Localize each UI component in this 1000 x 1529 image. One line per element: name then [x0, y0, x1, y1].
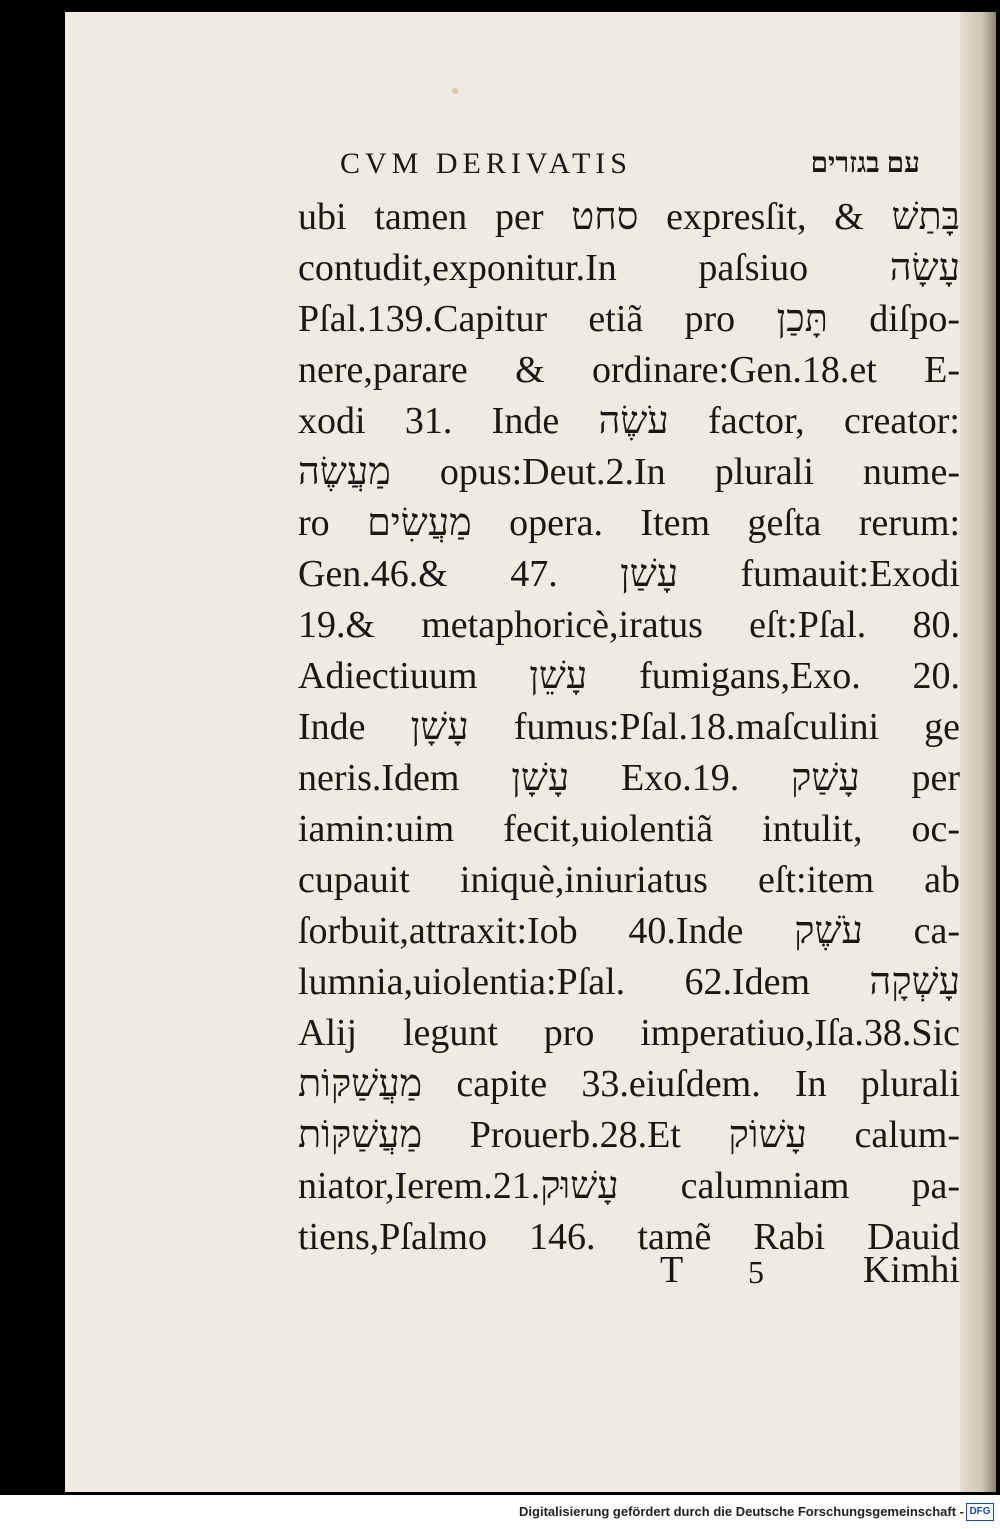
text-line: מַעֲשֶׂה opus:Deut.2.In plurali nume- [298, 451, 960, 493]
catchword: Kimhi [862, 1249, 960, 1291]
text-line: iamin:uim fecit,uiolentiã intulit, oc- [298, 808, 960, 850]
text-line: neris.Idem עָשָׁן Exo.19. עָשַׁק per [298, 757, 960, 799]
footer-credit: Digitalisierung gefördert durch die Deutsche Forschungsgemeinschaft - [519, 1504, 964, 1519]
signature-mark: T [660, 1249, 684, 1291]
running-head-latin: CVM DERIVATIS [340, 147, 632, 180]
paper-spot [452, 88, 458, 94]
dfg-logo: DFG [966, 1503, 994, 1521]
text-line: Inde עָשָׁן fumus:Pſal.18.maſculini ge [298, 706, 960, 748]
text-line: Gen.46.& 47. עָשַׁן fumauit:Exodi [298, 553, 960, 595]
text-line: ubi tamen per סחט expresſit, & בָּתַשׁ [298, 196, 960, 238]
page-edge [960, 12, 996, 1492]
catchword-line [660, 1248, 960, 1298]
text-line: xodi 31. Inde עֹשֶׂה factor, creator: [298, 400, 960, 442]
text-line: 19.& metaphoricè,iratus eſt:Pſal. 80. [298, 604, 960, 646]
body-text [298, 192, 960, 1263]
text-line: tiens,Pſalmo 146. tamẽ Rabi Dauid [298, 1216, 960, 1258]
text-line: מַעֲשַׁקּוֹת capite 33.eiuſdem. In plurali [298, 1063, 960, 1105]
running-head [340, 142, 920, 186]
text-line: niator,Ierem.21.עָשׁוּק calumniam pa- [298, 1165, 960, 1207]
text-line: Alij legunt pro imperatiuo,Iſa.38.Sic [298, 1012, 960, 1054]
text-line: nere,parare & ordinare:Gen.18.et E- [298, 349, 960, 391]
running-head-hebrew: עם בגזרים [810, 148, 920, 179]
text-line: ſorbuit,attraxit:Iob 40.Inde עֹשֶׁק ca- [298, 910, 960, 952]
text-line: מַעֲשַׁקּוֹת Prouerb.28.Et עָשׁוֹק calum- [298, 1114, 960, 1156]
text-line: lumnia,uiolentia:Pſal. 62.Idem עָשְׁקָה [298, 961, 960, 1003]
text-line: Adiectiuum עָשֵׁן fumigans,Exo. 20. [298, 655, 960, 697]
text-line: ro מַעֲשִׂים opera. Item geſta rerum: [298, 502, 960, 544]
text-line: Pſal.139.Capitur etiã pro תָּכַן diſpo- [298, 298, 960, 340]
text-line: cupauit iniquè,iniuriatus eſt:item ab [298, 859, 960, 901]
signature-number: 5 [748, 1254, 764, 1290]
text-line: contudit,exponitur.In paſsiuo עָשָׂה [298, 247, 960, 289]
footer-bar [0, 1495, 1000, 1529]
